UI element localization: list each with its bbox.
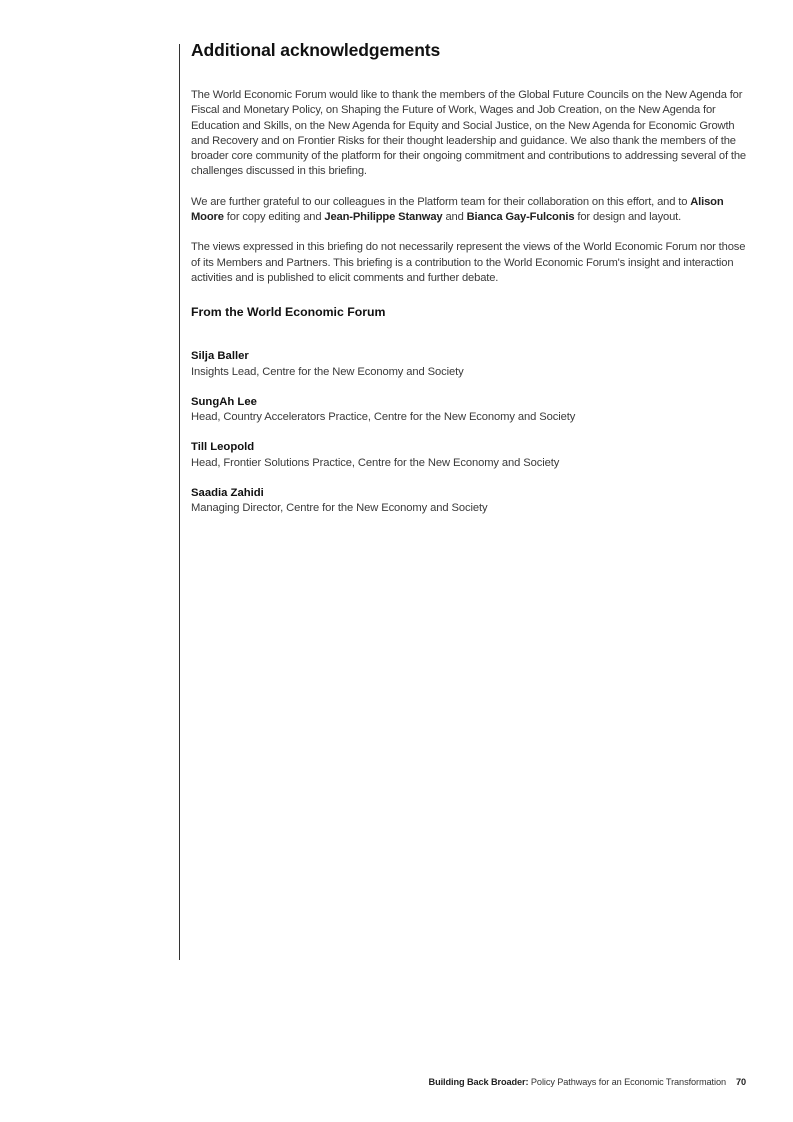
paragraph-2-text-4: for design and layout. [574, 211, 682, 224]
person-entry [191, 349, 751, 380]
person-name: Till Leopold [191, 441, 255, 454]
designer-name-1: Jean-Philippe Stanway [324, 211, 443, 224]
person-entry [191, 395, 751, 426]
person-name: SungAh Lee [191, 395, 257, 408]
copy-editor-name: Alison Moore [191, 195, 724, 224]
person-entry [191, 440, 751, 471]
designer-name-2: Bianca Gay-Fulconis [466, 211, 575, 224]
person-role: Head, Country Accelerators Practice, Centre for the New Economy and Society [191, 411, 576, 424]
person-name: Silja Baller [191, 350, 249, 363]
footer-report-title: Building Back Broader: [428, 1077, 529, 1087]
page-footer [429, 1077, 746, 1087]
person-role: Managing Director, Centre for the New Economy and Society [191, 502, 488, 515]
section-heading: From the World Economic Forum [191, 305, 386, 320]
people-list [191, 349, 751, 516]
paragraph-2-text-1: We are further grateful to our colleagues in the Platform team for their collaboration on this effort, and to [191, 195, 691, 208]
footer-report-subtitle: Policy Pathways for an Economic Transformation [528, 1077, 726, 1087]
person-role: Insights Lead, Centre for the New Economy and Society [191, 365, 464, 378]
paragraph-2-text-3: and [442, 211, 467, 224]
acknowledgement-paragraph-2 [191, 195, 751, 226]
side-rule [179, 44, 180, 960]
person-entry [191, 486, 751, 517]
person-name: Saadia Zahidi [191, 487, 264, 500]
page-number: 70 [735, 1077, 746, 1087]
paragraph-2-text-2: for copy editing and [223, 211, 325, 224]
main-content [191, 38, 751, 532]
acknowledgement-paragraph-1: The World Economic Forum would like to thank the members of the Global Future Councils on the New Agenda for Fiscal and Monetary Policy, on Shaping the Future of Work, Wages and Job Creation, on the New Agenda for Education and Skills, on the New Agenda for Equity and Social Justice, on the New Agenda for Economic Growth and Recovery and on Frontier Risks for their thought leadership and guidance. We also thank the members of the broader core community of the platform for their ongoing commitment and contributions to addressing several of the challenges discussed in this briefing. [191, 89, 746, 178]
page-title: Additional acknowledgements [191, 40, 441, 60]
person-role: Head, Frontier Solutions Practice, Centre for the New Economy and Society [191, 456, 560, 469]
disclaimer-paragraph: The views expressed in this briefing do not necessarily represent the views of the World Economic Forum nor those of its Members and Partners. This briefing is a contribution to the World Economic Forum's insight and interaction activities and is published to elicit comments and further debate. [191, 241, 746, 284]
